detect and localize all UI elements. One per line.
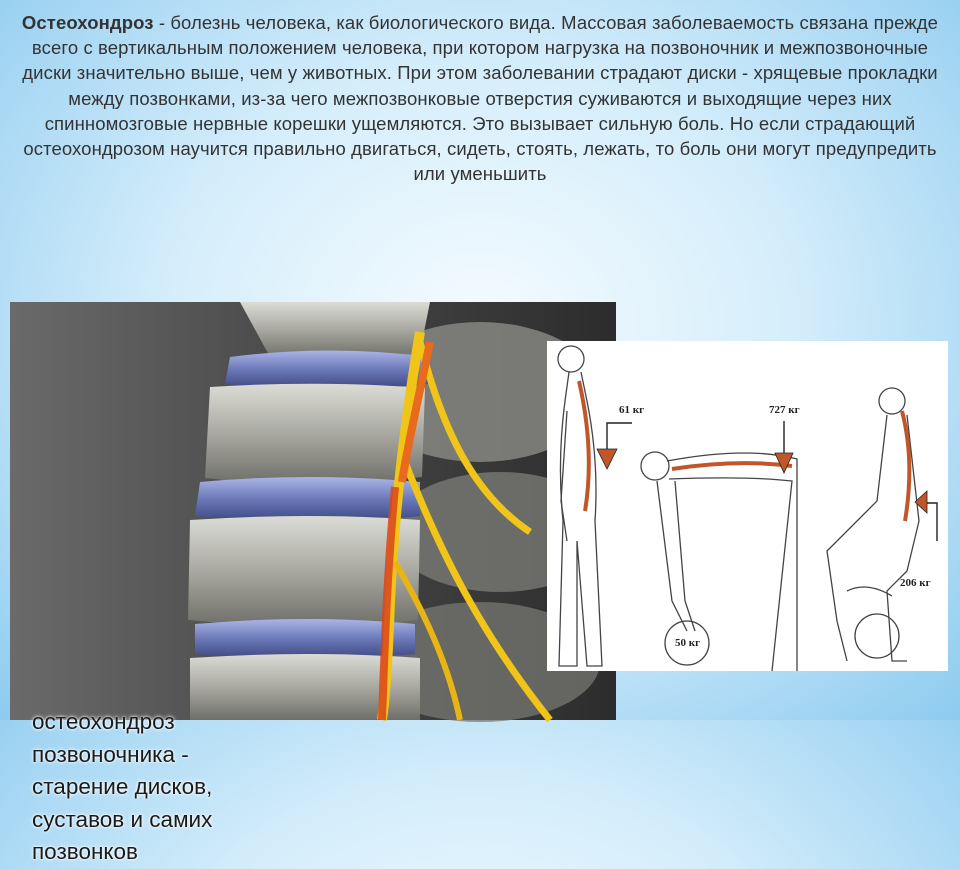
sitting-load-label: 206 кг xyxy=(900,577,931,589)
intro-term: Остеохондроз xyxy=(21,12,154,33)
sitting-arrow-icon xyxy=(915,491,927,513)
bending-load-label: 727 кг xyxy=(769,404,800,416)
spine-illustration xyxy=(10,302,616,720)
bending-spine xyxy=(672,463,792,469)
intro-text: - болезнь человека, как биологического вида. Массовая заболеваемость связана прежде всего с вертикальным положением человека, при котором нагрузка на позвоночник и межпозвоночные диски значительно выше, чем у животных. При этом заболевании страдают диски - хрящевые прокладки между позвонками, из-за чего межпозвонковые отверстия суживаются и выходящие через них спинномозговые нервные корешки ущемляются. Это вызывает сильную боль. Но если страдающий остеохондрозом научится правильно двигаться, сидеть, стоять, лежать, то боль они могут предупредить или уменьшить xyxy=(22,12,939,185)
spine-photo xyxy=(10,302,616,864)
standing-arrow-icon xyxy=(597,449,617,469)
bending-head xyxy=(641,452,669,480)
weight-label: 50 кг xyxy=(675,637,701,649)
standing-head xyxy=(558,346,584,372)
intro-paragraph xyxy=(18,10,942,186)
photo-caption: остеохондроз позвоночника - старение дисков, суставов и самих позвонков xyxy=(32,709,213,864)
posture-drawing xyxy=(547,341,948,671)
standing-load-label: 61 кг xyxy=(619,404,645,416)
posture-load-figure xyxy=(547,341,948,671)
sitting-head xyxy=(879,388,905,414)
